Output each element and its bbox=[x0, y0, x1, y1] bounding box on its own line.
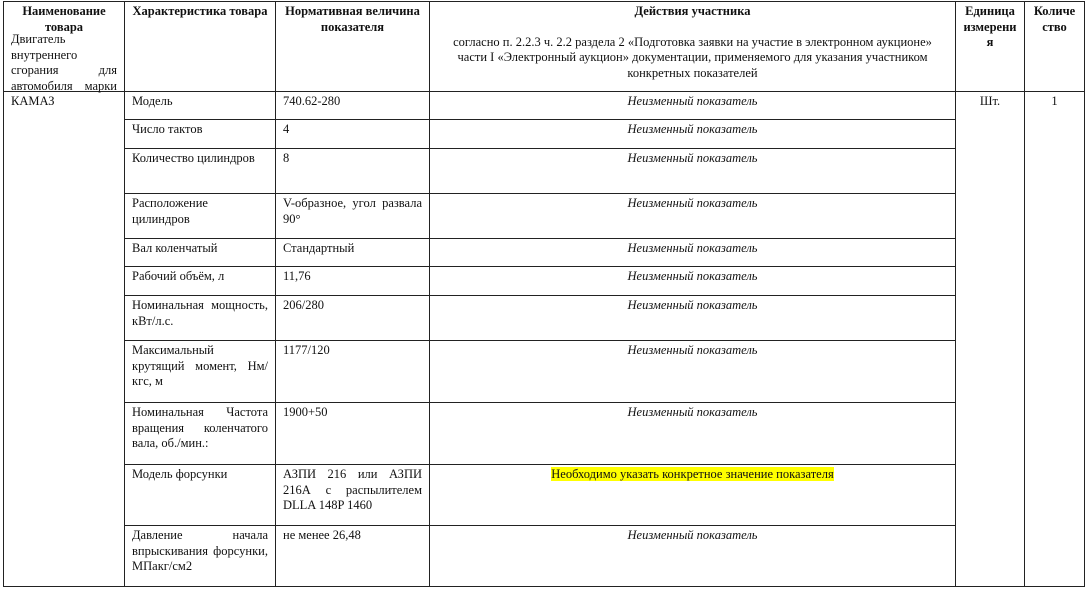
header-quantity: Количество bbox=[1025, 2, 1085, 92]
table-row bbox=[4, 239, 1085, 267]
value-cell: 740.62-280 bbox=[276, 92, 430, 120]
characteristic-cell: Модель форсунки bbox=[125, 465, 276, 526]
characteristic-cell: Давление начала впрыскивания форсунки, МПакг/см2 bbox=[125, 526, 276, 587]
characteristic-cell: Вал коленчатый bbox=[125, 239, 276, 267]
value-cell: 8 bbox=[276, 149, 430, 194]
characteristic-cell: Рабочий объём, л bbox=[125, 267, 276, 296]
header-actions-title: Действия участника bbox=[634, 4, 751, 18]
value-cell: 4 bbox=[276, 120, 430, 149]
unit-cell: Шт. bbox=[956, 92, 1025, 587]
header-normative: Нормативная величина показателя bbox=[276, 2, 430, 92]
action-cell-required bbox=[430, 465, 956, 526]
value-cell: АЗПИ 216 или АЗПИ 216А с распылителем DLLA 148P 1460 bbox=[276, 465, 430, 526]
table-row bbox=[4, 92, 1085, 120]
table-row bbox=[4, 194, 1085, 239]
value-cell: 1177/120 bbox=[276, 341, 430, 403]
table-row bbox=[4, 149, 1085, 194]
action-cell: Неизменный показатель bbox=[430, 92, 956, 120]
characteristic-cell: Число тактов bbox=[125, 120, 276, 149]
table-row bbox=[4, 465, 1085, 526]
action-cell: Неизменный показатель bbox=[430, 149, 956, 194]
characteristic-cell: Модель bbox=[125, 92, 276, 120]
value-cell: Стандартный bbox=[276, 239, 430, 267]
table-row bbox=[4, 267, 1085, 296]
header-actions-description: согласно п. 2.2.3 ч. 2.2 раздела 2 «Подготовка заявки на участие в электронном аукционе» части I «Электронный аукцион» документации, применяемого для указания участником конкретных показателей bbox=[453, 34, 932, 80]
action-cell: Неизменный показатель bbox=[430, 403, 956, 465]
action-cell: Неизменный показатель bbox=[430, 296, 956, 341]
quantity-cell: 1 bbox=[1025, 92, 1085, 587]
table-row bbox=[4, 120, 1085, 149]
table-row bbox=[4, 341, 1085, 403]
table-row bbox=[4, 526, 1085, 587]
value-cell: не менее 26,48 bbox=[276, 526, 430, 587]
action-cell: Неизменный показатель bbox=[430, 194, 956, 239]
action-cell: Неизменный показатель bbox=[430, 341, 956, 403]
action-cell: Неизменный показатель bbox=[430, 239, 956, 267]
header-row bbox=[4, 2, 1085, 92]
characteristic-cell: Максимальный крутящий момент, Нм/кгс, м bbox=[125, 341, 276, 403]
characteristic-cell: Номинальная мощность, кВт/л.с. bbox=[125, 296, 276, 341]
action-cell: Неизменный показатель bbox=[430, 120, 956, 149]
header-product-name: Наименование товара bbox=[4, 2, 125, 92]
action-cell: Неизменный показатель bbox=[430, 526, 956, 587]
action-cell: Неизменный показатель bbox=[430, 267, 956, 296]
characteristic-cell: Расположение цилиндров bbox=[125, 194, 276, 239]
product-name-cell bbox=[4, 32, 125, 587]
product-spec-table bbox=[3, 1, 1085, 587]
value-cell: V-образное, угол развала 90° bbox=[276, 194, 430, 239]
value-cell: 11,76 bbox=[276, 267, 430, 296]
header-actions bbox=[430, 2, 956, 92]
value-cell: 206/280 bbox=[276, 296, 430, 341]
header-characteristic: Характеристика товара bbox=[125, 2, 276, 92]
table-row bbox=[4, 403, 1085, 465]
value-cell: 1900+50 bbox=[276, 403, 430, 465]
highlighted-requirement: Необходимо указать конкретное значение показателя bbox=[551, 467, 834, 481]
table-row bbox=[4, 296, 1085, 341]
characteristic-cell: Количество цилиндров bbox=[125, 149, 276, 194]
characteristic-cell: Номинальная Частота вращения коленчатого вала, об./мин.: bbox=[125, 403, 276, 465]
header-unit: Единица измерения bbox=[956, 2, 1025, 92]
product-name: Двигатель внутреннего сгорания для автомобиля марки КАМАЗ bbox=[11, 32, 117, 108]
